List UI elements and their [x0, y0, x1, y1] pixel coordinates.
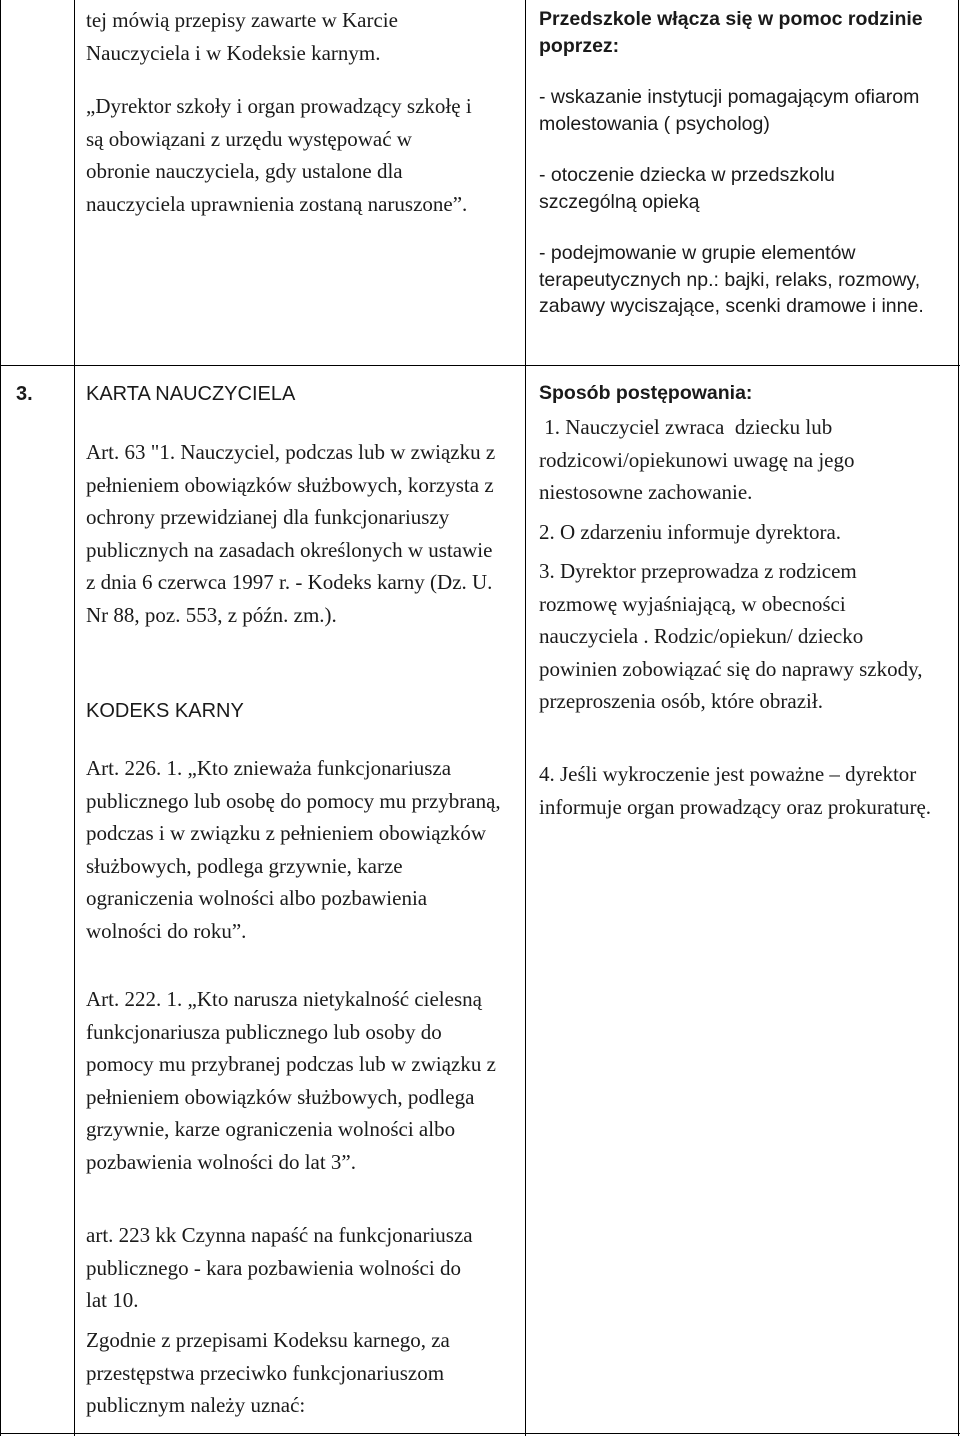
row1-right-item-3: - podejmowanie w grupie elementów terapeutycznych np.: bajki, relaks, rozmowy, zabawy wyciszające, scenki dramowe i inne.	[539, 242, 924, 318]
zgodnie-paragraph: Zgodnie z przepisami Kodeksu karnego, za przestępstwa przeciwko funkcjonariuszom publicznym należy uznać:	[86, 1328, 450, 1418]
art-222-paragraph: Art. 222. 1. „Kto narusza nietykalność cielesną funkcjonariusza publicznego lub osoby do pomocy mu przybranej podczas lub w związku z pełnieniem obowiązków służbowych, podlega grzywnie, karze ograniczenia wolności albo pozbawienia wolności do lat 3”.	[86, 987, 496, 1174]
art-226-paragraph: Art. 226. 1. „Kto znieważa funkcjonariusza publicznego lub osobę do pomocy mu przybraną, podczas i w związku z pełnieniem obowiązków służbowych, podlega grzywnie, karze ograniczenia wolności albo pozbawienia wolności do roku”.	[86, 756, 501, 943]
row1-right-item-1: - wskazanie instytucji pomagającym ofiarom molestowania ( psycholog)	[539, 86, 920, 135]
procedure-step-2: 2. O zdarzeniu informuje dyrektora.	[539, 520, 842, 544]
kodeks-karny-title: KODEKS KARNY	[86, 700, 244, 722]
table-row-separator	[0, 365, 960, 366]
art-223-paragraph: art. 223 kk Czynna napaść na funkcjonariusza publicznego - kara pozbawienia wolności do lat 10.	[86, 1223, 473, 1313]
art-63-paragraph: Art. 63 "1. Nauczyciel, podczas lub w związku z pełnieniem obowiązków służbowych, korzysta z ochrony przewidzianej dla funkcjonariuszy publicznych na zasadach określonych w ustawie z dnia 6 czerwca 1997 r. - Kodeks karny (Dz. U. Nr 88, poz. 553, z późn. zm.).	[86, 440, 496, 627]
procedure-step-3: 3. Dyrektor przeprowadza z rodzicem rozmowę wyjaśniającą, w obecności nauczyciela . Rodzic/opiekun/ dziecko powinien zobowiązać się do naprawy szkody, przeproszenia osób, które obraził.	[539, 559, 923, 714]
sposob-postepowania-heading: Sposób postępowania:	[539, 382, 753, 404]
procedure-step-1: 1. Nauczyciel zwraca dziecku lub rodzicowi/opiekunowi uwagę na jego niestosowne zachowanie.	[539, 415, 860, 505]
table-border-bottom	[0, 1433, 960, 1434]
table-border-col1	[74, 0, 75, 1436]
row1-left-paragraph-1: tej mówią przepisy zawarte w Karcie Nauczyciela i w Kodeksie karnym.	[86, 8, 398, 65]
row-number: 3.	[16, 383, 33, 405]
row1-right-heading: Przedszkole włącza się w pomoc rodzinie poprzez:	[539, 8, 923, 57]
row1-right-item-2: - otoczenie dziecka w przedszkolu szczególną opieką	[539, 164, 835, 213]
row1-left-paragraph-2: „Dyrektor szkoły i organ prowadzący szkołę i są obowiązani z urzędu występować w obronie nauczyciela, gdy ustalone dla nauczyciela uprawnienia zostaną naruszone”.	[86, 94, 472, 216]
table-border-right	[958, 0, 959, 1436]
table-border-left	[0, 0, 1, 1436]
karta-nauczyciela-title: KARTA NAUCZYCIELA	[86, 383, 296, 405]
table-border-col2	[525, 0, 526, 1436]
procedure-step-4: 4. Jeśli wykroczenie jest poważne – dyrektor informuje organ prowadzący oraz prokuraturę.	[539, 762, 932, 819]
